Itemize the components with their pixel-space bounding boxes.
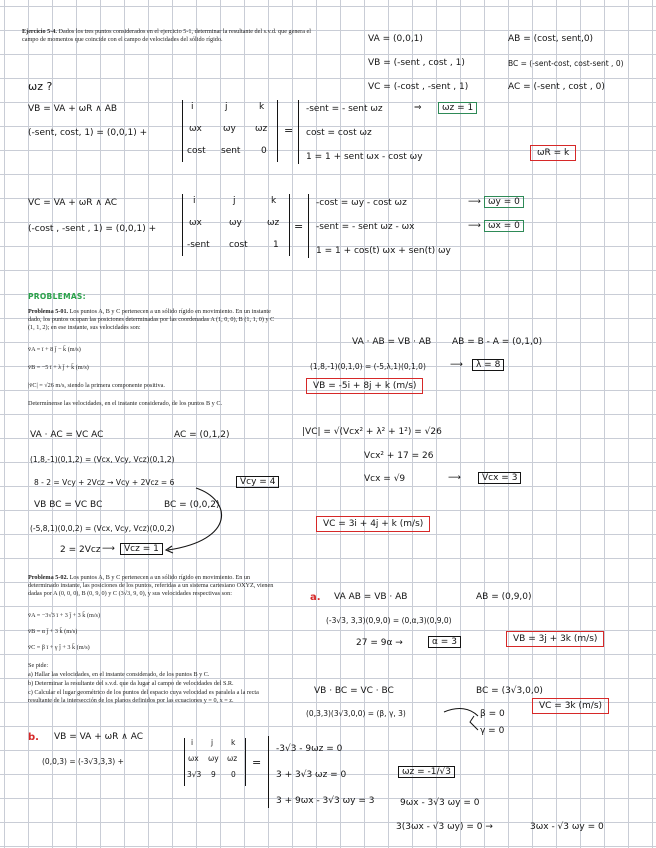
eq-vb-lhs: (-sent, cost, 1) = (0,0,1) + xyxy=(28,128,148,138)
result-wy: ωy = 0 xyxy=(484,196,524,208)
sol501-mod: |VC| = √(Vcx² + λ² + 1²) = √26 xyxy=(302,427,442,437)
determinant-3 xyxy=(184,738,246,786)
det2-wx: ωx xyxy=(189,218,202,228)
sol501-left-res2: 2 = 2Vcz xyxy=(60,545,101,555)
sol501-vc-result: VC = 3i + 4j + k (m/s) xyxy=(316,516,430,532)
given-vc: VC = (-cost , -sent , 1) xyxy=(368,82,469,92)
sol502b-wz: ωz = -1/√3 xyxy=(398,766,455,778)
exercise-label: Ejercicio 5-4. xyxy=(22,28,57,35)
result-wx: ωx = 0 xyxy=(484,220,524,232)
sol502a-eq: VA AB = VB · AB xyxy=(334,592,408,602)
det3-wx: ωx xyxy=(188,754,199,763)
part-b-letter: b. xyxy=(28,732,39,743)
arrow-icon: ⟶ xyxy=(468,197,481,207)
problem-501-ask: Determínense las velocidades, en el instante considerado, de los puntos B y C. xyxy=(28,400,222,407)
det2-one: 1 xyxy=(273,240,279,250)
arrow-icon: ⟶ xyxy=(448,473,461,483)
det2-j: j xyxy=(233,196,236,206)
part-a-letter: a. xyxy=(310,592,321,603)
sys2-eq3: 1 = 1 + cos(t) ωx + sen(t) ωy xyxy=(316,246,451,256)
problem-501-text: Los puntos A, B y C pertenecen a un sólido rígido en movimiento. En un instante dado, los puntos ocupan las posiciones determinadas por las coordenadas A (1, 0, 0), B (1, 1, 0) y C (1, 1, 2); en ese instante, sus velocidades son: xyxy=(28,308,275,331)
exercise-text: Dados los tres puntos considerados en el ejercicio 5-1, determinar la resultante del s.v.d. que genera el campo de momentos que coincide con el campo de velocidades del sólido rígido. xyxy=(22,28,311,43)
sol501-vcx: Vcx = 3 xyxy=(478,472,521,484)
given-ab: AB = (cost, sent,0) xyxy=(508,34,594,44)
eq-vc-omega: VC = VA + ωR ∧ AC xyxy=(28,198,118,208)
sol501-ab: AB = B - A = (0,1,0) xyxy=(452,337,543,347)
det2-sent: -sent xyxy=(187,240,210,250)
sol501-eq: VA · AB = VB · AB xyxy=(352,337,432,347)
det1-j: j xyxy=(225,102,228,112)
sol501-left-ac: AC = (0,1,2) xyxy=(174,430,230,440)
det1-wy: ωy xyxy=(223,124,236,134)
sol501-subst: (1,8,-1)(0,1,0) = (-5,λ,1)(0,1,0) xyxy=(310,362,426,371)
sys2-eq1: -cost = ωy - cost ωz xyxy=(316,198,407,208)
arrow-icon: ⟶ xyxy=(450,360,463,370)
sol502a-vb-result: VB = 3j + 3k (m/s) xyxy=(506,631,604,647)
sol502a-eq2: VB · BC = VC · BC xyxy=(314,686,394,696)
given-bc: BC = (-sent-cost, cost-sent , 0) xyxy=(508,59,624,68)
sol502a-res: 27 = 9α → xyxy=(356,638,403,648)
sol502a-gamma: γ = 0 xyxy=(480,726,505,736)
problem-502-va: v̄A = −3√3 ī + 3 j̄ + 3 k̄ (m/s) xyxy=(28,612,101,619)
det3-3r3: 3√3 xyxy=(187,770,202,779)
det1-wz: ωz xyxy=(255,124,268,134)
det3-wy: ωy xyxy=(208,754,219,763)
det3-wz: ωz xyxy=(227,754,238,763)
sol502a-alpha: α = 3 xyxy=(428,636,461,648)
problems-title: PROBLEMAS: xyxy=(28,292,86,301)
omega-question: ωz ? xyxy=(28,80,53,93)
det2-i: i xyxy=(193,196,196,206)
equals-sign: = xyxy=(284,124,294,137)
sol502a-subst: (-3√3, 3,3)(0,9,0) = (0,α,3)(0,9,0) xyxy=(326,616,452,625)
problem-502-ask-b: b) Determinar la resultante del s.v.d. que da lugar al campo de velocidades del S.R. xyxy=(28,680,234,687)
system-brace xyxy=(268,736,269,808)
result-omega: ωR = k xyxy=(530,145,576,161)
sol502a-ab: AB = (0,9,0) xyxy=(476,592,532,602)
sol502b-lhs: (0,0,3) = (-3√3,3,3) + xyxy=(42,757,124,766)
sol502b-l2: 3(3ωx - √3 ωy) = 0 → xyxy=(396,822,493,832)
sol501-vb-result: VB = -5i + 8j + k (m/s) xyxy=(306,378,423,394)
det2-wy: ωy xyxy=(229,218,242,228)
problem-502-text: Los puntos A, B y C pertenecen a un sólido rígido en movimiento. En un determinado instante, las posiciones de los puntos, referidas a un sistema cartesiano OXYZ, vienen dadas por A (0, 0, 0), B (0, 9, 0) y C (3√3, 9, 0), y sus velocidades respectivas son: xyxy=(28,574,274,597)
sol502b-sys1: -3√3 - 9ωz = 0 xyxy=(276,744,343,754)
equals-sign: = xyxy=(252,756,262,769)
arrow-icon: ⇒ xyxy=(414,103,422,113)
sol502a-subst2: (0,3,3)(3√3,0,0) = (β, γ, 3) xyxy=(306,709,406,718)
sol501-left-vcy: Vcy = 4 xyxy=(236,476,279,488)
sol502b-sys3: 3 + 9ωx - 3√3 ωy = 3 xyxy=(276,796,375,806)
arrow-icon: ⟶ xyxy=(468,221,481,231)
det1-wx: ωx xyxy=(189,124,202,134)
problem-501-label: Problema 5-01. xyxy=(28,308,69,315)
problem-501-vc: |v̄C| = √26 m/s, siendo la primera componente positiva. xyxy=(28,382,165,389)
given-ac: AC = (-sent , cost , 0) xyxy=(508,82,605,92)
sol501-left-eq2: VB BC = VC BC xyxy=(34,500,103,510)
problem-501-va: v̄A = ī + 8 j̄ − k̄ (m/s) xyxy=(28,346,81,353)
det3-i: i xyxy=(191,738,194,747)
problem-502-vb: v̄B = α j̄ + 3 k̄ (m/s) xyxy=(28,628,78,635)
arrow-icon: ⟶ xyxy=(102,544,115,554)
sol501-vcx-eq: Vcx = √9 xyxy=(364,474,406,484)
sys1-eq2: cost = cost ωz xyxy=(306,128,372,138)
problem-502-ask-c: c) Calcular el lugar geométrico de los puntos del espacio cuya velocidad es paralela a la recta resultante de la intersección de los planos definidos por las ecuaciones y = 0, x = z. xyxy=(28,689,259,704)
det2-cost: cost xyxy=(229,240,248,250)
result-wz: ωz = 1 xyxy=(438,102,477,114)
sol501-left-bc: BC = (0,0,2) xyxy=(164,500,220,510)
sys1-eq3: 1 = 1 + sent ωx - cost ωy xyxy=(306,152,423,162)
det1-zero: 0 xyxy=(261,146,267,156)
det1-i: i xyxy=(191,102,194,112)
eq-vb-omega: VB = VA + ωR ∧ AB xyxy=(28,104,118,114)
sol502b-eq: VB = VA + ωR ∧ AC xyxy=(54,732,143,742)
det2-wz: ωz xyxy=(267,218,280,228)
problem-502-ask-a: a) Hallar las velocidades, en el instante considerado, de los puntos B y C. xyxy=(28,671,210,678)
sol501-sq: Vcx² + 17 = 26 xyxy=(364,451,434,461)
det1-k: k xyxy=(259,102,265,112)
sol502a-bc: BC = (3√3,0,0) xyxy=(476,686,543,696)
sol502b-sys2: 3 + 3√3 ωz = 0 xyxy=(276,770,347,780)
sol501-left-subst2: (-5,8,1)(0,0,2) = (Vcx, Vcy, Vcz)(0,0,2) xyxy=(30,524,175,533)
det3-9: 9 xyxy=(211,770,216,779)
problem-501-vb: v̄B = −5 ī + λ j̄ + k̄ (m/s) xyxy=(28,364,89,371)
equals-sign: = xyxy=(294,220,304,233)
det3-k: k xyxy=(231,738,236,747)
problem-502-vc: v̄C = β ī + γ j̄ + 3 k̄ (m/s) xyxy=(28,644,90,651)
problem-502-label: Problema 5-02. xyxy=(28,574,69,581)
sol501-left-vcz: Vcz = 1 xyxy=(120,543,163,555)
sol501-lambda: λ = 8 xyxy=(472,359,504,371)
det3-0: 0 xyxy=(231,770,236,779)
eq-vc-lhs: (-cost , -sent , 1) = (0,0,1) + xyxy=(28,224,157,234)
det1-sent: sent xyxy=(221,146,241,156)
problem-502-ask-intro: Se pide: xyxy=(28,662,49,669)
det1-cost: cost xyxy=(187,146,206,156)
sol502b-l3: 3ωx - √3 ωy = 0 xyxy=(530,822,604,832)
sol501-left-eq1: VA · AC = VC AC xyxy=(30,430,104,440)
sol501-left-subst1: (1,8,-1)(0,1,2) = (Vcx, Vcy, Vcz)(0,1,2) xyxy=(30,455,175,464)
det2-k: k xyxy=(271,196,277,206)
det3-j: j xyxy=(211,738,214,747)
sol501-left-res1: 8 - 2 = Vcy + 2Vcz → Vcy + 2Vcz = 6 xyxy=(34,478,175,487)
sol502a-vc-result: VC = 3k (m/s) xyxy=(532,698,609,714)
sol502b-l1: 9ωx - 3√3 ωy = 0 xyxy=(400,798,480,808)
given-va: VA = (0,0,1) xyxy=(368,34,423,44)
sys2-eq2: -sent = - sent ωz - ωx xyxy=(316,222,415,232)
sys1-eq1: -sent = - sent ωz xyxy=(306,104,383,114)
given-vb: VB = (-sent , cost , 1) xyxy=(368,58,465,68)
sol502a-beta: β = 0 xyxy=(480,709,505,719)
